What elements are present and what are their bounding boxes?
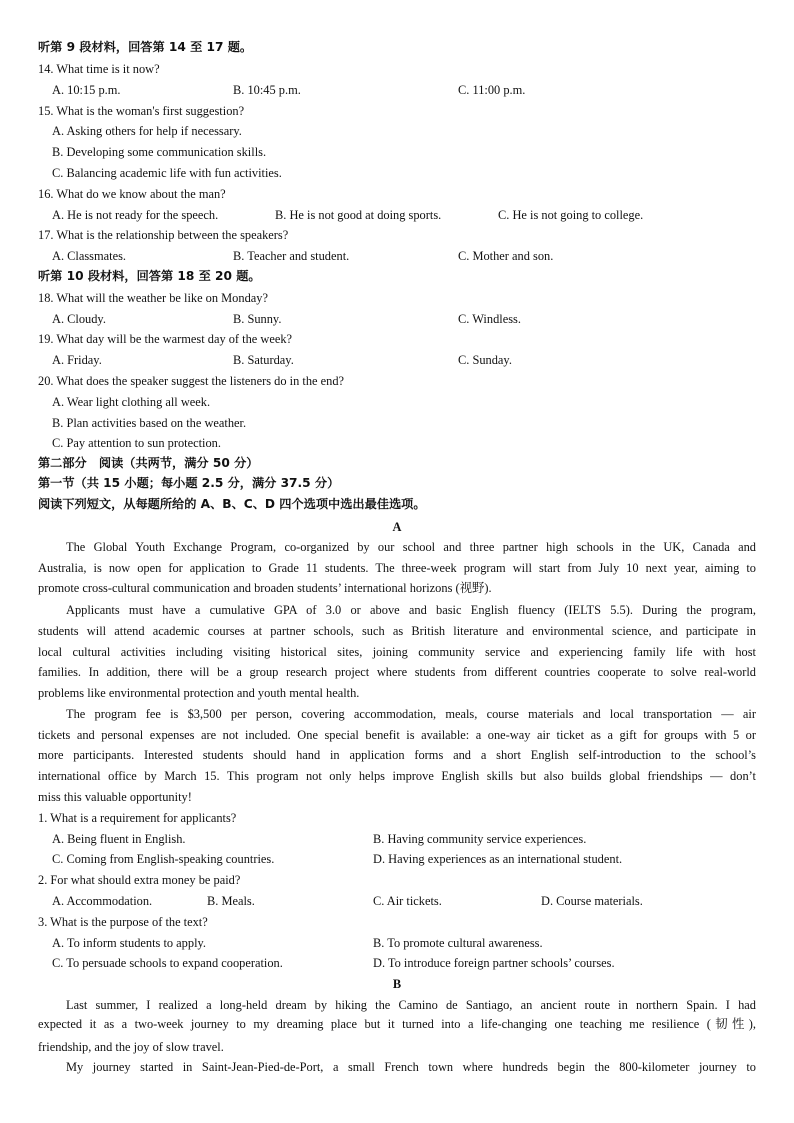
q18-stem: 18. What will the weather be like on Monday? [38,291,268,305]
q3-stem: 3. What is the purpose of the text? [38,915,208,929]
q2-stem: 2. For what should extra money be paid? [38,873,241,887]
passage-b-line: Last summer, I realized a long-held dream by hiking the Camino de Santiago, an ancient route in northern Spain. I had [66,998,756,1012]
q3-option-b: B. To promote cultural awareness. [373,936,543,950]
q19-option-b: B. Saturday. [233,353,294,367]
passage-a-line: families. In addition, there will be a group research project where students from different countries cooperate to solve real-world [38,665,756,679]
section-10-heading: 听第 10 段材料，回答第 18 至 20 题。 [38,269,261,283]
q20-stem: 20. What does the speaker suggest the listeners do in the end? [38,374,345,388]
passage-a-line: students will attend academic courses at partner schools, such as British literature and environmental science, and participate in [38,624,756,638]
q14-option-c: C. 11:00 p.m. [458,83,526,97]
q14-stem: 14. What time is it now? [38,62,160,76]
passage-a-line: tickets and personal expenses are not included. One special benefit is available: a one-way air ticket as a gift for groups with 5 or [38,728,756,742]
q16-option-a: A. He is not ready for the speech. [52,208,219,222]
passage-b-line: expected it as a two-week journey to my dreaming place but it turned into a life-changing one teaching me resilience (韧性), [38,1017,756,1031]
q18-option-a: A. Cloudy. [52,312,106,326]
part-two-heading: 第二部分 阅读（共两节，满分 50 分） [38,456,259,470]
q16-stem: 16. What do we know about the man? [38,187,226,201]
q19-option-a: A. Friday. [52,353,102,367]
q3-option-c: C. To persuade schools to expand cooperation. [52,956,283,970]
q17-option-a: A. Classmates. [52,249,126,263]
q19-stem: 19. What day will be the warmest day of the week? [38,332,293,346]
q2-option-d: D. Course materials. [541,894,643,908]
q14-option-b: B. 10:45 p.m. [233,83,301,97]
q2-option-b: B. Meals. [207,894,255,908]
q19-option-c: C. Sunday. [458,353,512,367]
q1-option-d: D. Having experiences as an international student. [373,852,623,866]
q17-stem: 17. What is the relationship between the speakers? [38,228,289,242]
passage-a-line: miss this valuable opportunity! [38,790,192,804]
q2-option-a: A. Accommodation. [52,894,153,908]
q20-option-c: C. Pay attention to sun protection. [52,436,221,450]
q15-option-b: B. Developing some communication skills. [52,145,267,159]
q2-option-c: C. Air tickets. [373,894,442,908]
section-9-heading: 听第 9 段材料，回答第 14 至 17 题。 [38,40,253,54]
passage-a-label: A [392,520,402,534]
q1-option-b: B. Having community service experiences. [373,832,587,846]
q1-option-c: C. Coming from English-speaking countries. [52,852,275,866]
q16-option-c: C. He is not going to college. [498,208,644,222]
q16-option-b: B. He is not good at doing sports. [275,208,442,222]
q20-option-b: B. Plan activities based on the weather. [52,416,247,430]
q15-option-c: C. Balancing academic life with fun activities. [52,166,282,180]
q15-option-a: A. Asking others for help if necessary. [52,124,242,138]
reading-instruction: 阅读下列短文，从每题所给的 A、B、C、D 四个选项中选出最佳选项。 [38,497,426,511]
passage-a-line: more participants. Interested students should hand in application forms and a short English self-introduction to the school’s [38,748,756,762]
passage-b-line: My journey started in Saint-Jean-Pied-de-Port, a small French town where hundreds begin the 800-kilometer journey to [66,1060,756,1074]
q3-option-d: D. To introduce foreign partner schools’ courses. [373,956,615,970]
q18-option-c: C. Windless. [458,312,521,326]
passage-a-line: problems like environmental protection and youth mental health. [38,686,360,700]
q14-option-a: A. 10:15 p.m. [52,83,121,97]
q20-option-a: A. Wear light clothing all week. [52,395,211,409]
passage-b-label: B [392,977,402,991]
passage-a-line: Australia, is now open for application to Grade 11 students. The three-week program will start from July 10 next year, aiming to [38,561,756,575]
q18-option-b: B. Sunny. [233,312,282,326]
passage-b-line: friendship, and the joy of slow travel. [38,1040,224,1054]
q3-option-a: A. To inform students to apply. [52,936,207,950]
q1-option-a: A. Being fluent in English. [52,832,186,846]
passage-a-line: The program fee is $3,500 per person, covering accommodation, meals, course materials and local transportation — air [66,707,756,721]
q15-stem: 15. What is the woman's first suggestion? [38,104,245,118]
passage-a-line: The Global Youth Exchange Program, co-organized by our school and three partner high schools in the UK, Canada and [66,540,756,554]
passage-a-line: Applicants must have a cumulative GPA of 3.0 or above and basic English fluency (IELTS 5.5). During the program, [66,603,756,617]
section-one-heading: 第一节（共 15 小题；每小题 2.5 分，满分 37.5 分） [38,476,340,490]
q17-option-c: C. Mother and son. [458,249,554,263]
passage-a-line: local cultural activities including visiting historical sites, joining community service and experiencing family life with host [38,645,756,659]
q1-stem: 1. What is a requirement for applicants? [38,811,237,825]
passage-a-line: international office by March 15. This program not only helps improve English skills but also builds global friendships — don’t [38,769,756,783]
passage-a-line: promote cross-cultural communication and broaden students’ international horizons (视野). [38,581,492,595]
q17-option-b: B. Teacher and student. [233,249,350,263]
